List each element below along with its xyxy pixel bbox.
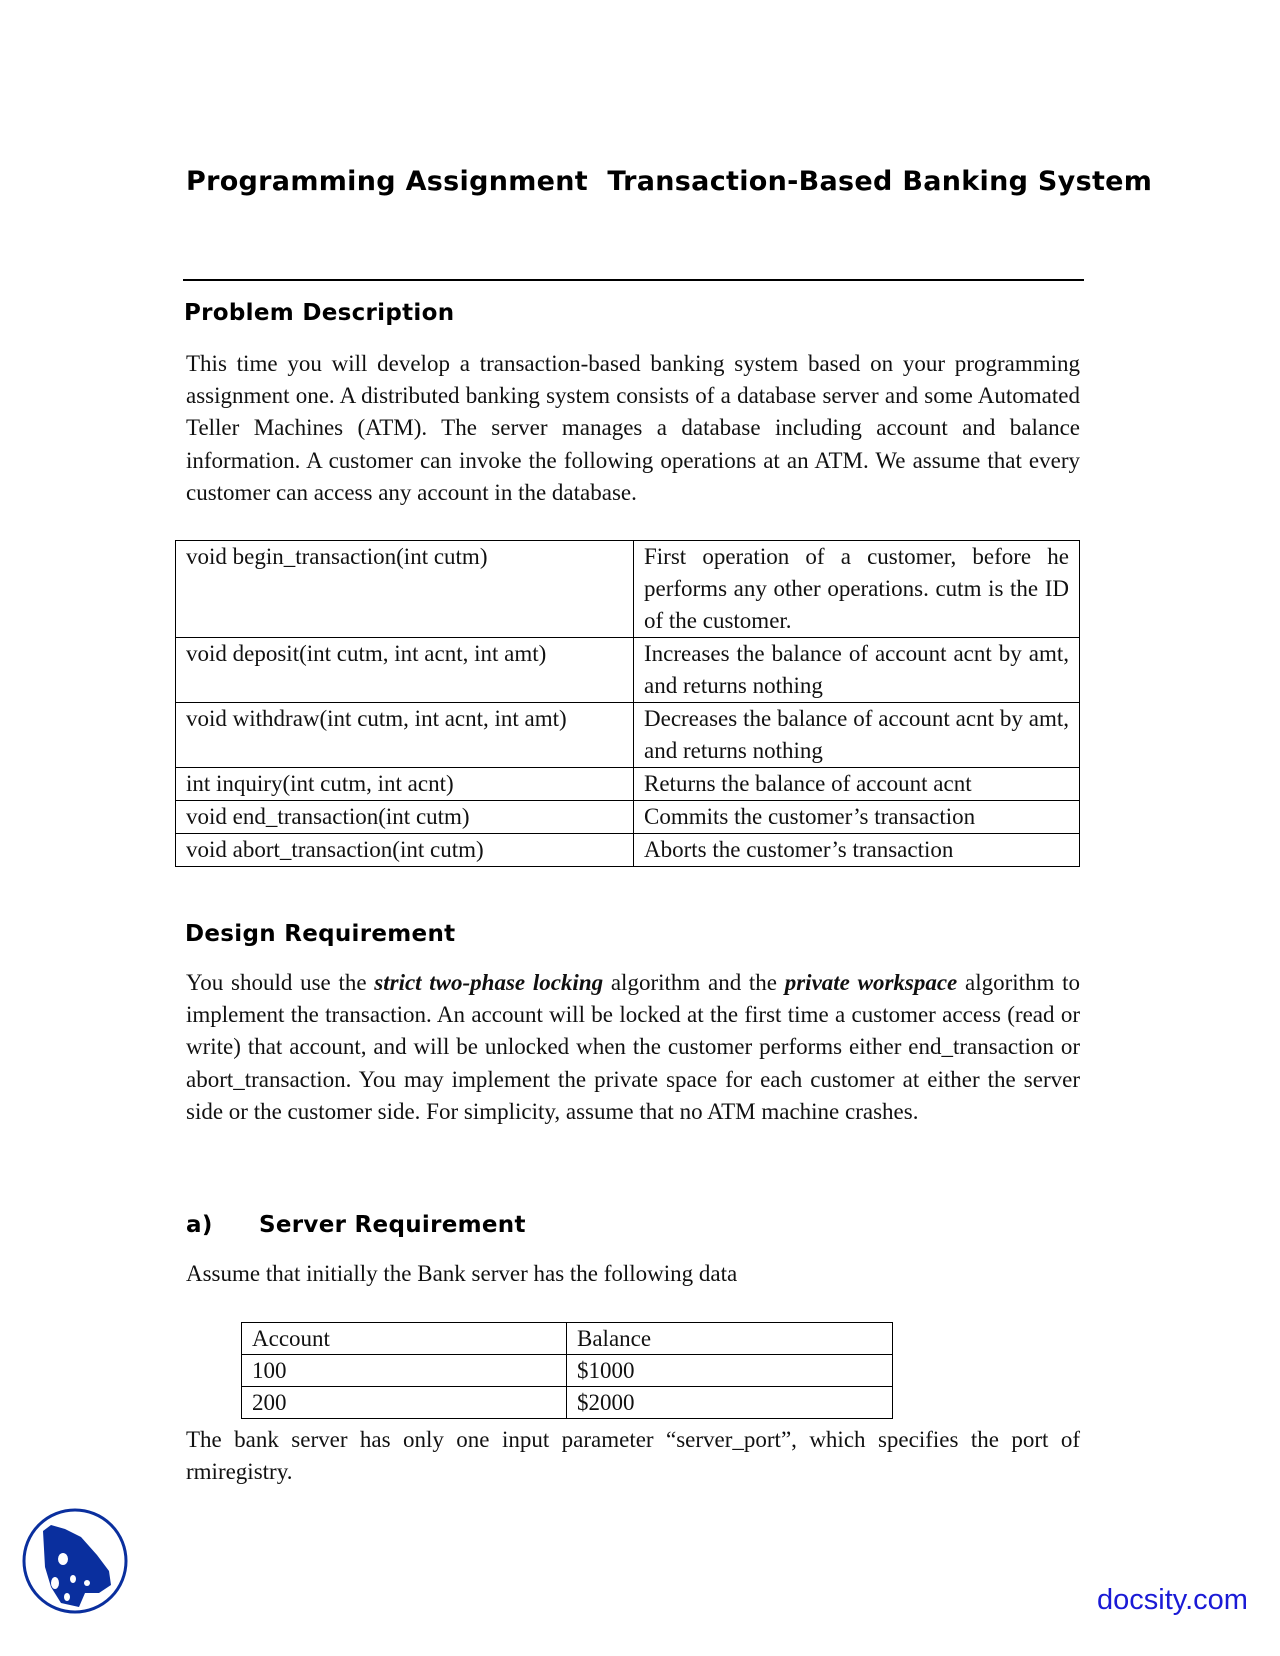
operation-description: Increases the balance of account acnt by amt, and returns nothing xyxy=(634,638,1080,703)
design-heading: Design Requirement xyxy=(185,921,456,947)
design-text-part: algorithm to implement the transaction. An account will be locked at the first time a customer access (read or write) that account, and will be unlocked when the customer performs either end_transaction or abort_transaction. You may implement the private space for each customer at either the server side or the customer side. For simplicity, assume that no ATM machine crashes. xyxy=(186,970,1081,1124)
server-heading: Server Requirement xyxy=(259,1212,526,1238)
operation-description: First operation of a customer, before he performs any other operations. cutm is the ID of the customer. xyxy=(634,541,1080,638)
problem-text: This time you will develop a transaction-based banking system based on your programming assignment one. A distributed banking system consists of a database server and some Automated Teller Machines (ATM). The server manages a database including account and balance information. A customer can invoke the following operations at an ATM. We assume that every customer can access any account in the database. xyxy=(186,351,1080,505)
accounts-table xyxy=(241,1322,893,1419)
design-text xyxy=(186,967,1080,1128)
server-intro: Assume that initially the Bank server has the following data xyxy=(186,1261,738,1286)
operation-description: Aborts the customer’s transaction xyxy=(634,834,1080,867)
design-text-part: algorithm and the xyxy=(603,970,785,995)
emphasis-2pl: strict two-phase locking xyxy=(374,970,604,995)
table-row xyxy=(242,1355,893,1387)
account-cell: 100 xyxy=(242,1355,567,1387)
title-divider xyxy=(183,279,1084,281)
table-row xyxy=(176,768,1080,801)
table-row xyxy=(176,638,1080,703)
operation-signature: void begin_transaction(int cutm) xyxy=(176,541,634,638)
operation-signature: void abort_transaction(int cutm) xyxy=(176,834,634,867)
operation-signature: void deposit(int cutm, int acnt, int amt) xyxy=(176,638,634,703)
balance-cell: $1000 xyxy=(567,1355,893,1387)
column-header: Account xyxy=(242,1323,567,1355)
problem-heading: Problem Description xyxy=(184,300,455,326)
docsity-logo-icon[interactable] xyxy=(21,1507,129,1615)
operation-signature: void withdraw(int cutm, int acnt, int amt) xyxy=(176,703,634,768)
table-header-row xyxy=(242,1323,893,1355)
column-header: Balance xyxy=(567,1323,893,1355)
operations-table xyxy=(175,540,1080,867)
emphasis-private-workspace: private workspace xyxy=(784,970,958,995)
table-row xyxy=(176,703,1080,768)
operation-signature: void end_transaction(int cutm) xyxy=(176,801,634,834)
balance-cell: $2000 xyxy=(567,1387,893,1419)
design-text-part: You should use the xyxy=(186,970,375,995)
table-row xyxy=(176,834,1080,867)
operation-description: Decreases the balance of account acnt by amt, and returns nothing xyxy=(634,703,1080,768)
document-title: Programming Assignment Transaction-Based Banking System xyxy=(186,166,1153,197)
server-label: a) xyxy=(186,1212,213,1238)
table-row xyxy=(242,1387,893,1419)
operation-description: Returns the balance of account acnt xyxy=(634,768,1080,801)
account-cell: 200 xyxy=(242,1387,567,1419)
server-note: The bank server has only one input parameter “server_port”, which specifies the port of rmiregistry. xyxy=(186,1427,1080,1485)
operation-signature: int inquiry(int cutm, int acnt) xyxy=(176,768,634,801)
docsity-link[interactable]: docsity.com xyxy=(1097,1584,1248,1616)
table-row xyxy=(176,541,1080,638)
operation-description: Commits the customer’s transaction xyxy=(634,801,1080,834)
table-row xyxy=(176,801,1080,834)
